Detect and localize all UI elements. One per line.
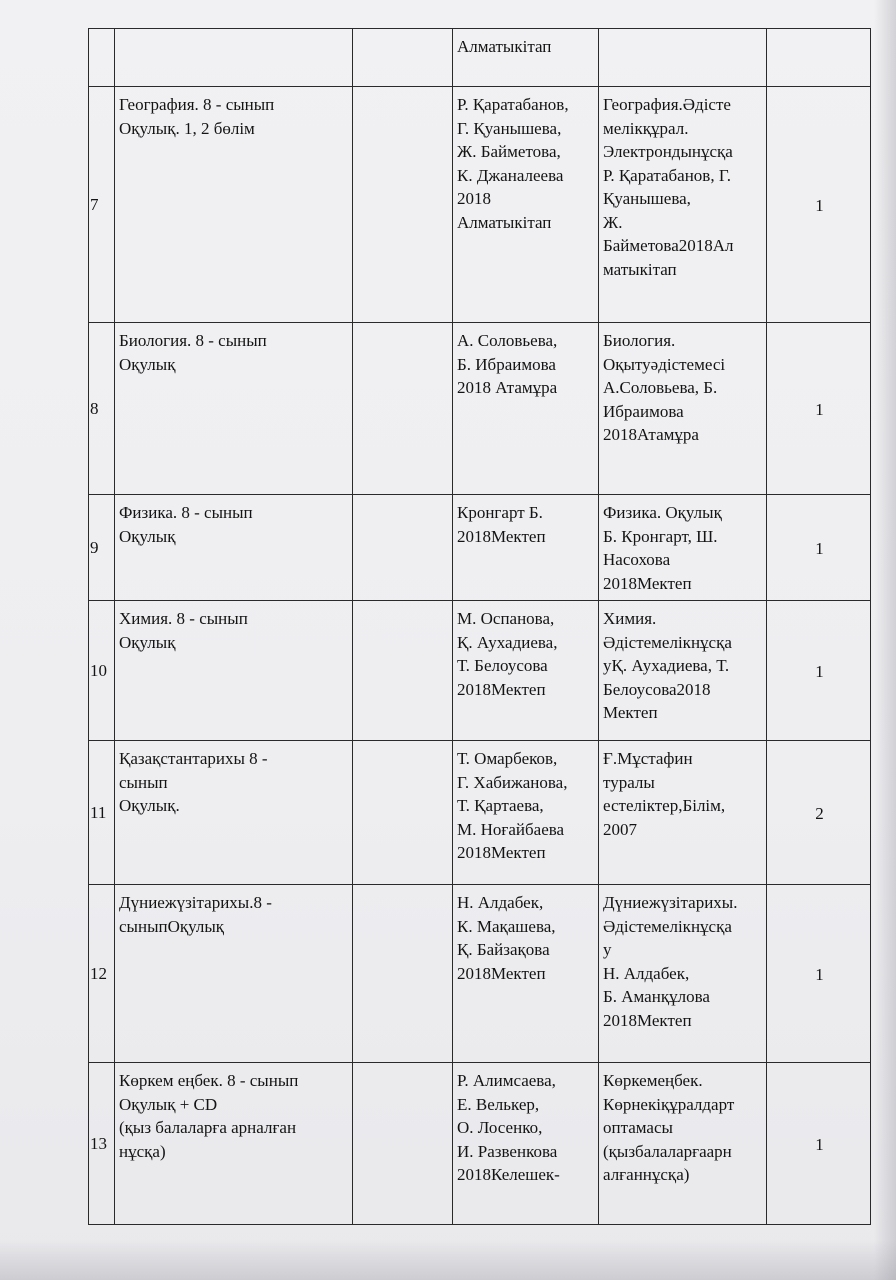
methodical-line: (қызбалаларғаарн [603, 1141, 732, 1161]
methodical-line: Мектеп [603, 703, 658, 722]
quantity-cell [767, 741, 871, 885]
authors-line: 2018 [457, 189, 491, 208]
methodical-line: у [603, 940, 612, 959]
methodical-line: Химия. [603, 609, 657, 628]
row-number-cell [89, 601, 115, 741]
table-row [89, 87, 871, 323]
quantity-value: 1 [815, 1134, 824, 1154]
authors-line: 2018Мектеп [457, 526, 546, 546]
methodical-line: Оқытуәдістемесі [603, 354, 726, 374]
authors-line: А. Соловьева, [457, 331, 558, 350]
methodical-line: Биология. [603, 331, 676, 350]
quantity-cell [767, 323, 871, 495]
quantity-cell [767, 29, 871, 87]
authors-cell [453, 1063, 599, 1225]
methodical-cell [599, 885, 767, 1063]
table-row [89, 1063, 871, 1225]
row-number-cell [89, 87, 115, 323]
methodical-line: Көркемеңбек. [603, 1071, 703, 1090]
methodical-line: Б. Кронгарт, Ш. [603, 526, 718, 546]
authors-line: Е. Велькер, [457, 1094, 540, 1114]
row-number: 12 [90, 963, 107, 983]
authors-line: Н. Алдабек, [457, 893, 544, 912]
methodical-line: уҚ. Аухадиева, Т. [603, 656, 730, 675]
authors-line: Қ. Аухадиева, [457, 632, 558, 652]
methodical-line: Әдістемелікнұсқа [603, 916, 732, 936]
quantity-value: 1 [815, 538, 824, 558]
title-line: нұсқа) [119, 1141, 166, 1161]
title-line: Физика. 8 - сынып [119, 503, 253, 522]
authors-line: Т. Белоусова [457, 656, 548, 675]
authors-line: 2018Мектеп [457, 843, 546, 862]
methodical-line: А.Соловьева, Б. [603, 378, 718, 397]
authors-line: Қ. Байзақова [457, 940, 550, 959]
authors-line: Р. Қаратабанов, [457, 95, 569, 114]
quantity-cell [767, 885, 871, 1063]
title-line: Оқулық. [119, 796, 180, 815]
methodical-line: естеліктер,Білім, [603, 796, 726, 815]
methodical-line: алғаннұсқа) [603, 1165, 690, 1184]
title-line: Көркем еңбек. 8 - сынып [119, 1071, 299, 1090]
authors-cell [453, 87, 599, 323]
methodical-line: Физика. Оқулық [603, 503, 722, 522]
authors-line: Ж. Байметова, [457, 142, 561, 161]
title-line: Оқулық. 1, 2 бөлім [119, 118, 255, 138]
quantity-value: 1 [815, 195, 824, 215]
empty-cell [353, 601, 453, 741]
methodical-line: Дүниежүзітарихы. [603, 893, 738, 912]
authors-line: М. Оспанова, [457, 609, 555, 628]
title-line: Оқулық [119, 632, 176, 652]
authors-cell [453, 29, 599, 87]
methodical-cell [599, 741, 767, 885]
authors-line: 2018Келешек- [457, 1165, 560, 1184]
methodical-cell [599, 495, 767, 601]
title-line: География. 8 - сынып [119, 95, 275, 114]
authors-line: Г. Қуанышева, [457, 118, 562, 138]
textbook-title-cell [115, 29, 353, 87]
title-line: сыныпОқулық [119, 916, 225, 936]
title-line: (қыз балаларға арналған [119, 1118, 297, 1137]
authors-line: Т. Қартаева, [457, 796, 544, 815]
title-line: Оқулық [119, 354, 176, 374]
table-row [89, 495, 871, 601]
paper-edge-shadow [874, 0, 896, 1280]
row-number: 10 [90, 660, 107, 680]
methodical-line: Р. Қаратабанов, Г. [603, 165, 731, 185]
authors-line: 2018Мектеп [457, 679, 546, 699]
methodical-line: Ж. [603, 212, 623, 232]
methodical-cell [599, 29, 767, 87]
methodical-line: 2018Мектеп [603, 573, 692, 593]
row-number-cell [89, 323, 115, 495]
empty-cell [353, 323, 453, 495]
row-number: 8 [90, 398, 99, 418]
textbook-title-cell [115, 885, 353, 1063]
table-row [89, 885, 871, 1063]
empty-cell [353, 495, 453, 601]
authors-line: Т. Омарбеков, [457, 749, 558, 768]
empty-cell [353, 1063, 453, 1225]
empty-cell [353, 87, 453, 323]
authors-line: 2018Мектеп [457, 963, 546, 983]
row-number: 11 [90, 802, 107, 822]
table-row [89, 323, 871, 495]
authors-line: М. Ноғайбаева [457, 819, 565, 839]
methodical-line: Б. Аманқұлова [603, 987, 710, 1006]
title-line: сынып [119, 772, 168, 792]
row-number-cell [89, 885, 115, 1063]
row-number: 9 [90, 537, 99, 557]
row-number-cell [89, 1063, 115, 1225]
empty-cell [353, 29, 453, 87]
textbook-title-cell [115, 741, 353, 885]
textbook-title-cell [115, 87, 353, 323]
authors-cell [453, 323, 599, 495]
quantity-value: 1 [815, 661, 824, 681]
table-body [89, 29, 871, 1225]
methodical-line: Әдістемелікнұсқа [603, 632, 732, 652]
row-number-cell [89, 495, 115, 601]
authors-cell [453, 885, 599, 1063]
authors-line: И. Развенкова [457, 1141, 558, 1161]
quantity-cell [767, 1063, 871, 1225]
authors-line: К. Мақашева, [457, 916, 556, 936]
quantity-cell [767, 87, 871, 323]
methodical-line: Белоусова2018 [603, 679, 711, 699]
quantity-value: 1 [815, 399, 824, 419]
textbook-table [88, 28, 871, 1225]
table-row [89, 741, 871, 885]
methodical-line: Қуанышева, [603, 189, 691, 208]
authors-line: Кронгарт Б. [457, 503, 543, 522]
methodical-line: Байметова2018Ал [603, 236, 734, 255]
methodical-cell [599, 1063, 767, 1225]
methodical-line: Насохова [603, 550, 671, 569]
textbook-title-cell [115, 323, 353, 495]
authors-cell [453, 601, 599, 741]
table-row [89, 601, 871, 741]
methodical-line: Ибраимова [603, 401, 684, 421]
methodical-line: Электрондынұсқа [603, 142, 733, 161]
methodical-line: Ғ.Мұстафин [603, 749, 693, 768]
title-line: Оқулық + CD [119, 1094, 218, 1114]
quantity-cell [767, 495, 871, 601]
title-line: Дүниежүзітарихы.8 - [119, 893, 272, 912]
quantity-cell [767, 601, 871, 741]
title-line: Биология. 8 - сынып [119, 331, 267, 350]
title-line: Химия. 8 - сынып [119, 609, 248, 628]
methodical-line: 2007 [603, 819, 637, 839]
methodical-line: 2018Атамұра [603, 425, 699, 444]
methodical-line: матыкітап [603, 259, 677, 279]
title-line: Қазақстантарихы 8 - [119, 749, 268, 768]
empty-cell [353, 885, 453, 1063]
authors-line: Алматыкітап [457, 37, 552, 56]
authors-line: О. Лосенко, [457, 1118, 543, 1137]
textbook-title-cell [115, 495, 353, 601]
row-number-cell [89, 741, 115, 885]
quantity-value: 1 [815, 964, 824, 984]
methodical-line: География.Әдісте [603, 95, 731, 114]
table-row [89, 29, 871, 87]
title-line: Оқулық [119, 526, 176, 546]
textbook-title-cell [115, 601, 353, 741]
authors-line: Алматыкітап [457, 212, 552, 232]
methodical-line: оптамасы [603, 1118, 673, 1137]
methodical-line: мелікқұрал. [603, 118, 689, 138]
empty-cell [353, 741, 453, 885]
authors-line: Б. Ибраимова [457, 354, 556, 374]
methodical-line: туралы [603, 772, 655, 792]
methodical-line: Көрнекіқұралдарт [603, 1094, 735, 1114]
row-number: 7 [90, 194, 99, 214]
paper-bottom-shadow [0, 1240, 896, 1280]
methodical-cell [599, 601, 767, 741]
quantity-value: 2 [815, 803, 824, 823]
authors-line: 2018 Атамұра [457, 378, 558, 397]
row-number: 13 [90, 1133, 107, 1153]
methodical-cell [599, 323, 767, 495]
textbook-title-cell [115, 1063, 353, 1225]
authors-cell [453, 741, 599, 885]
authors-cell [453, 495, 599, 601]
methodical-line: 2018Мектеп [603, 1010, 692, 1030]
row-number-cell [89, 29, 115, 87]
authors-line: Г. Хабижанова, [457, 772, 568, 792]
authors-line: Р. Алимсаева, [457, 1071, 556, 1090]
methodical-line: Н. Алдабек, [603, 963, 690, 983]
methodical-cell [599, 87, 767, 323]
authors-line: К. Джаналеева [457, 165, 564, 185]
